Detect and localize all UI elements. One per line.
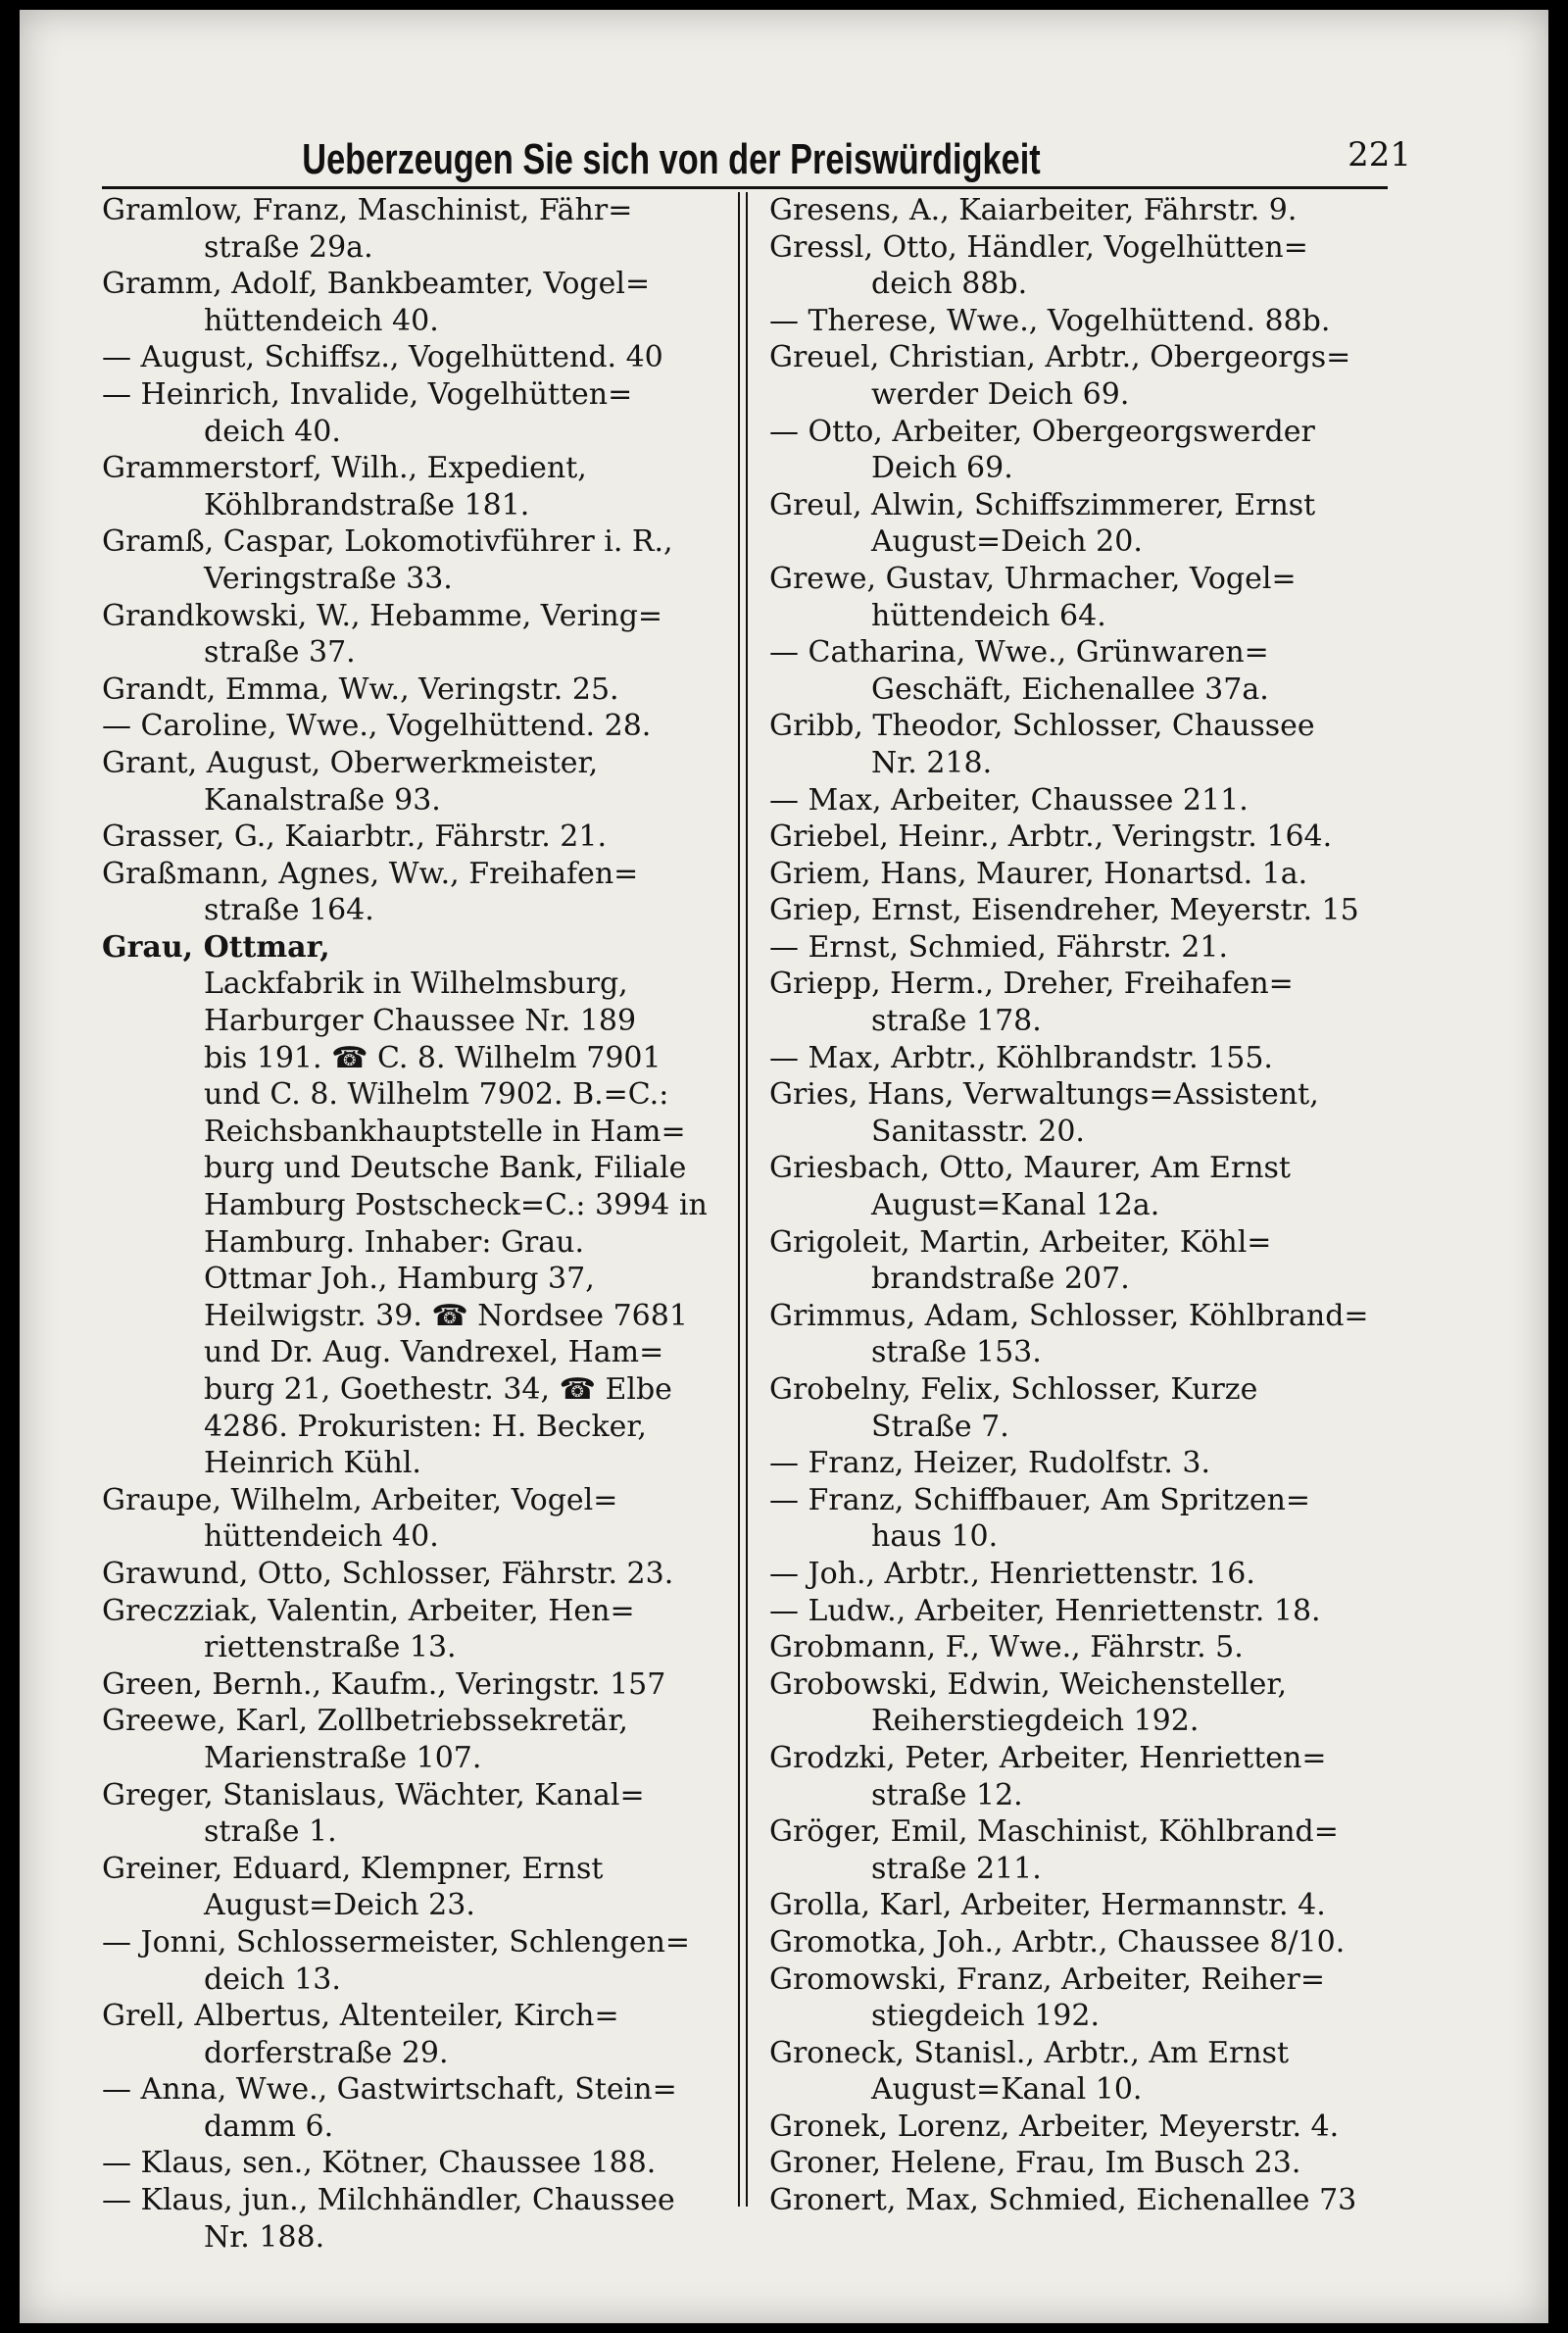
entry-line: — Therese, Wwe., Vogelhüttend. 88b. (769, 303, 1331, 338)
directory-entry (769, 1556, 1382, 1593)
entry-line: Gromowski, Franz, Arbeiter, Reiher= (769, 1961, 1326, 1997)
directory-entry (769, 634, 1382, 708)
entry-continuation-line: Hamburg Postscheck=C.: 3994 in (204, 1188, 708, 1223)
entry-line: — Klaus, jun., Milchhändler, Chaussee (102, 2183, 675, 2218)
entry-continuation-line: dorferstraße 29. (204, 2035, 449, 2070)
entry-line: Gröger, Emil, Maschinist, Köhlbrand= (769, 1814, 1339, 1850)
directory-entry (769, 1961, 1382, 2035)
directory-entry (102, 671, 714, 709)
entry-line: Greczziak, Valentin, Arbeiter, Hen= (102, 1593, 635, 1628)
entry-continuation-line: hüttendeich 64. (871, 598, 1106, 633)
directory-entry (102, 2071, 714, 2145)
directory-entry (102, 2145, 714, 2182)
directory-entry (102, 819, 714, 856)
directory-entry (769, 856, 1382, 893)
directory-entry (769, 929, 1382, 967)
entry-line: Gronek, Lorenz, Arbeiter, Meyerstr. 4. (769, 2109, 1340, 2144)
entry-continuation-line: hüttendeich 40. (204, 303, 439, 338)
entry-continuation-line: August=Deich 23. (204, 1888, 475, 1923)
directory-entry (769, 2035, 1382, 2109)
entry-line: Gronert, Max, Schmied, Eichenallee 73 (769, 2183, 1357, 2218)
entry-continuation-line: werder Deich 69. (871, 376, 1130, 412)
entry-line: — Ernst, Schmied, Fährstr. 21. (769, 929, 1228, 965)
entry-continuation-line: stiegdeich 192. (871, 1999, 1101, 2034)
entry-continuation-line: Nr. 188. (204, 2219, 325, 2255)
directory-entry (769, 2109, 1382, 2146)
entry-continuation-line: Lackfabrik in Wilhelmsburg, (204, 967, 628, 1002)
entry-line: Greger, Stanislaus, Wächter, Kanal= (102, 1777, 645, 1812)
entry-line: Grewe, Gustav, Uhrmacher, Vogel= (769, 561, 1297, 596)
entry-line: Gramß, Caspar, Lokomotivführer i. R., (102, 524, 673, 560)
entry-continuation-line: August=Kanal 10. (871, 2072, 1143, 2108)
entry-line: Grobmann, F., Wwe., Fährstr. 5. (769, 1630, 1244, 1665)
entry-line: — Franz, Heizer, Rudolfstr. 3. (769, 1446, 1211, 1481)
directory-entry (769, 1740, 1382, 1813)
entry-continuation-line: burg und Deutsche Bank, Filiale (204, 1151, 687, 1186)
entry-continuation-line: 4286. Prokuristen: H. Becker, (204, 1409, 647, 1444)
directory-entry (102, 1666, 714, 1704)
directory-entry (769, 1371, 1382, 1445)
entry-line: Grant, August, Oberwerkmeister, (102, 745, 599, 780)
entry-continuation-line: Köhlbrandstraße 181. (204, 487, 530, 522)
entry-continuation-line: Veringstraße 33. (204, 561, 453, 596)
directory-entry (769, 1040, 1382, 1077)
entry-continuation-line: Marienstraße 107. (204, 1740, 482, 1775)
entry-continuation-line: deich 40. (204, 414, 341, 449)
entry-line: Grasser, G., Kaiarbtr., Fährstr. 21. (102, 819, 607, 855)
entry-line: Grobowski, Edwin, Weichensteller, (769, 1666, 1287, 1702)
directory-entry (769, 1224, 1382, 1298)
entry-line: Greul, Alwin, Schiffszimmerer, Ernst (769, 487, 1316, 522)
entry-continuation-line: damm 6. (204, 2109, 334, 2144)
entry-continuation-line: Deich 69. (871, 451, 1013, 486)
entry-line: — Klaus, sen., Kötner, Chaussee 188. (102, 2146, 657, 2181)
directory-entry (769, 1593, 1382, 1630)
directory-entry (102, 523, 714, 597)
entry-continuation-line: und Dr. Aug. Vandrexel, Ham= (204, 1335, 664, 1370)
entry-continuation-line: straße 164. (204, 893, 374, 928)
entry-continuation-line: Harburger Chaussee Nr. 189 (204, 1004, 637, 1039)
entry-line: — Catharina, Wwe., Grünwaren= (769, 635, 1269, 670)
entry-continuation-line: Ottmar Joh., Hamburg 37, (204, 1262, 595, 1297)
entry-line: — Max, Arbeiter, Chaussee 211. (769, 782, 1249, 818)
entry-line: — Ludw., Arbeiter, Henriettenstr. 18. (769, 1593, 1321, 1628)
entry-line: Gribb, Theodor, Schlosser, Chaussee (769, 709, 1315, 744)
directory-entry (769, 892, 1382, 929)
entry-line: Griep, Ernst, Eisendreher, Meyerstr. 15 (769, 893, 1359, 928)
directory-entry (769, 782, 1382, 819)
entry-line: Grolla, Karl, Arbeiter, Hermannstr. 4. (769, 1888, 1326, 1923)
left-column (102, 192, 714, 2256)
entry-continuation-line: Straße 7. (871, 1409, 1009, 1444)
entry-continuation-line: Hamburg. Inhaber: Grau. (204, 1224, 585, 1260)
directory-entry (102, 1556, 714, 1593)
directory-entry (769, 1924, 1382, 1961)
directory-entry (769, 708, 1382, 781)
entry-line: Groner, Helene, Frau, Im Busch 23. (769, 2146, 1301, 2181)
entry-line: Gramlow, Franz, Maschinist, Fähr= (102, 193, 633, 227)
header-rule (102, 186, 1388, 189)
entry-line: — Joh., Arbtr., Henriettenstr. 16. (769, 1556, 1255, 1591)
entry-line: — Jonni, Schlossermeister, Schlengen= (102, 1924, 691, 1960)
entry-line: — Caroline, Wwe., Vogelhüttend. 28. (102, 709, 652, 744)
entry-line: Green, Bernh., Kaufm., Veringstr. 157 (102, 1666, 666, 1702)
entry-continuation-line: Heinrich Kühl. (204, 1446, 421, 1481)
directory-entry (769, 1629, 1382, 1666)
entry-line: — Max, Arbtr., Köhlbrandstr. 155. (769, 1040, 1273, 1075)
entry-continuation-line: deich 13. (204, 1961, 341, 1997)
entry-continuation-line: brandstraße 207. (871, 1262, 1130, 1297)
entry-line: Grigoleit, Martin, Arbeiter, Köhl= (769, 1224, 1272, 1260)
right-column (769, 192, 1382, 2219)
entry-continuation-line: straße 1. (204, 1814, 337, 1850)
directory-entry (769, 1298, 1382, 1371)
entry-continuation-line: Reichsbankhauptstelle in Ham= (204, 1114, 686, 1149)
entry-line: Greuel, Christian, Arbtr., Obergeorgs= (769, 340, 1351, 375)
entry-continuation-line: burg 21, Goethestr. 34, ☎ Elbe (204, 1372, 672, 1407)
entry-line: Graßmann, Agnes, Ww., Freihafen= (102, 856, 639, 891)
directory-entry (769, 1445, 1382, 1482)
directory-entry (769, 2145, 1382, 2182)
entry-line: Gresens, A., Kaiarbeiter, Fährstr. 9. (769, 193, 1298, 227)
directory-entry (769, 487, 1382, 561)
entry-continuation-line: August=Kanal 12a. (871, 1188, 1160, 1223)
directory-entry (102, 1703, 714, 1776)
directory-entry (102, 708, 714, 745)
directory-entry (102, 856, 714, 929)
entry-continuation-line: haus 10. (871, 1519, 999, 1555)
directory-entry (102, 376, 714, 450)
entry-line: Groneck, Stanisl., Arbtr., Am Ernst (769, 2035, 1290, 2070)
directory-entry (102, 192, 714, 266)
directory-entry (102, 450, 714, 523)
directory-entry (769, 1150, 1382, 1223)
entry-continuation-line: Kanalstraße 93. (204, 782, 441, 818)
entry-continuation-line: Sanitasstr. 20. (871, 1114, 1085, 1149)
entry-line: — August, Schiffsz., Vogelhüttend. 40 (102, 340, 663, 375)
directory-entry (102, 1998, 714, 2071)
directory-entry (769, 192, 1382, 229)
entry-line: Gries, Hans, Verwaltungs=Assistent, (769, 1077, 1319, 1113)
entry-line: Griem, Hans, Maurer, Honartsd. 1a. (769, 856, 1308, 891)
directory-entry (769, 1076, 1382, 1150)
entry-continuation-line: straße 178. (871, 1004, 1042, 1039)
directory-entry (769, 303, 1382, 340)
entry-line: Grawund, Otto, Schlosser, Fährstr. 23. (102, 1556, 674, 1591)
entry-continuation-line: straße 12. (871, 1777, 1023, 1812)
entry-continuation-line: straße 153. (871, 1335, 1042, 1370)
directory-entry (769, 819, 1382, 856)
directory-entry (769, 1482, 1382, 1556)
directory-entry (102, 1924, 714, 1998)
directory-entry (769, 561, 1382, 634)
entry-continuation-line: Geschäft, Eichenallee 37a. (871, 671, 1269, 707)
directory-entry (102, 1593, 714, 1666)
directory-entry (102, 745, 714, 819)
directory-entry (102, 598, 714, 671)
column-divider (738, 192, 748, 2207)
entry-continuation-line: Heilwigstr. 39. ☎ Nordsee 7681 (204, 1298, 688, 1333)
directory-entry (769, 2182, 1382, 2219)
entry-continuation-line: Nr. 218. (871, 745, 993, 780)
entry-line: — Franz, Schiffbauer, Am Spritzen= (769, 1482, 1311, 1517)
entry-continuation-line: und C. 8. Wilhelm 7902. B.=C.: (204, 1077, 669, 1113)
entry-line: Greewe, Karl, Zollbetriebssekretär, (102, 1704, 628, 1739)
directory-entry (769, 966, 1382, 1039)
entry-line: Grau, Ottmar, (102, 929, 330, 965)
entry-line: Grandt, Emma, Ww., Veringstr. 25. (102, 671, 619, 707)
entry-line: Grell, Albertus, Altenteiler, Kirch= (102, 1999, 619, 2034)
entry-continuation-line: August=Deich 20. (871, 524, 1143, 560)
entry-continuation-line: bis 191. ☎ C. 8. Wilhelm 7901 (204, 1040, 662, 1075)
directory-entry (102, 2182, 714, 2256)
entry-line: — Heinrich, Invalide, Vogelhütten= (102, 376, 633, 412)
page-number: 221 (1348, 135, 1411, 174)
entry-line: Griepp, Herm., Dreher, Freihafen= (769, 967, 1294, 1002)
entry-line: Griesbach, Otto, Maurer, Am Ernst (769, 1151, 1291, 1186)
entry-line: Grammerstorf, Wilh., Expedient, (102, 451, 587, 486)
entry-continuation-line: hüttendeich 40. (204, 1519, 439, 1555)
entry-continuation-line: deich 88b. (871, 267, 1028, 302)
entry-line: Grandkowski, W., Hebamme, Vering= (102, 598, 663, 633)
entry-continuation-line: straße 37. (204, 635, 356, 670)
entry-line: Graupe, Wilhelm, Arbeiter, Vogel= (102, 1482, 618, 1517)
entry-continuation-line: straße 29a. (204, 229, 373, 265)
entry-line: Grimmus, Adam, Schlosser, Köhlbrand= (769, 1298, 1369, 1333)
directory-entry (102, 339, 714, 376)
directory-entry (102, 1482, 714, 1556)
entry-line: — Otto, Arbeiter, Obergeorgswerder (769, 414, 1315, 449)
entry-line: Gromotka, Joh., Arbtr., Chaussee 8/10. (769, 1924, 1346, 1960)
directory-entry (769, 229, 1382, 303)
entry-continuation-line: straße 211. (871, 1851, 1042, 1886)
directory-entry (102, 266, 714, 339)
directory-entry (102, 929, 714, 1482)
entry-line: — Anna, Wwe., Gastwirtschaft, Stein= (102, 2072, 677, 2108)
directory-entry (769, 414, 1382, 487)
directory-entry (769, 339, 1382, 413)
directory-entry (769, 1666, 1382, 1740)
directory-entry (102, 1777, 714, 1851)
entry-line: Grobelny, Felix, Schlosser, Kurze (769, 1372, 1258, 1407)
entry-line: Gramm, Adolf, Bankbeamter, Vogel= (102, 267, 651, 302)
entry-continuation-line: Reiherstiegdeich 192. (871, 1704, 1200, 1739)
entry-line: Griebel, Heinr., Arbtr., Veringstr. 164. (769, 819, 1333, 855)
directory-entry (769, 1887, 1382, 1924)
entry-line: Gressl, Otto, Händler, Vogelhütten= (769, 229, 1308, 265)
entry-line: Greiner, Eduard, Klempner, Ernst (102, 1851, 604, 1886)
directory-entry (102, 1851, 714, 1924)
entry-continuation-line: riettenstraße 13. (204, 1630, 457, 1665)
entry-line: Grodzki, Peter, Arbeiter, Henrietten= (769, 1740, 1327, 1775)
running-head: Ueberzeugen Sie sich von der Preiswürdigkeit (302, 135, 1041, 183)
directory-entry (769, 1813, 1382, 1887)
